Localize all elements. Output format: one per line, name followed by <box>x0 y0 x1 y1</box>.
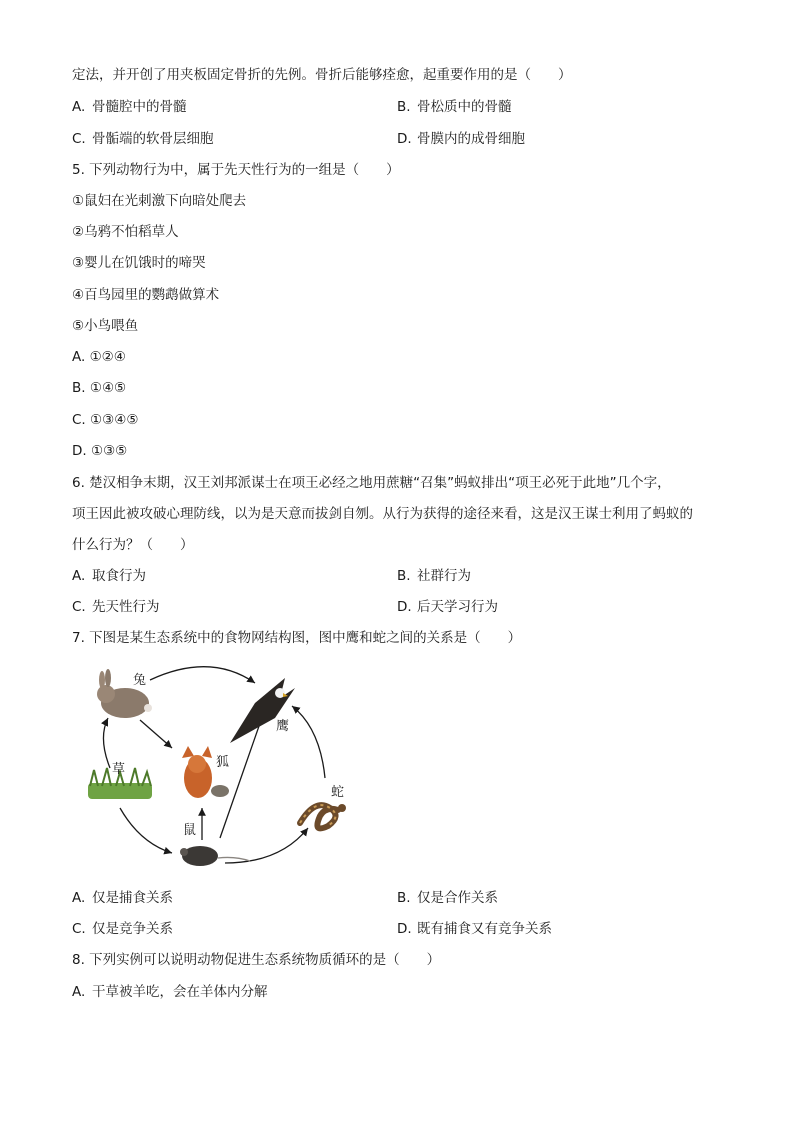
food-web-diagram <box>80 658 380 878</box>
arrow-snake-to-eagle <box>292 706 325 778</box>
q4-option-a: A. 骨髓腔中的骨髓 <box>72 99 187 115</box>
q5-item-3: ③婴儿在饥饿时的啼哭 <box>72 255 206 271</box>
q4-option-c: C. 骨骺端的软骨层细胞 <box>72 131 214 147</box>
arrow-rabbit-to-fox <box>140 720 172 748</box>
q5-item-5: ⑤小鸟喂鱼 <box>72 318 139 334</box>
label-rabbit: 兔 <box>133 673 147 688</box>
arrow-rabbit-to-eagle <box>150 667 255 683</box>
q4-option-d: D. 骨膜内的成骨细胞 <box>397 131 525 147</box>
q7-option-b: B. 仅是合作关系 <box>397 890 498 906</box>
label-fox: 狐 <box>216 755 230 770</box>
q6-option-b: B. 社群行为 <box>397 568 471 584</box>
q5-stem: 5. 下列动物行为中，属于先天性行为的一组是（ ） <box>72 162 400 178</box>
q5-item-2: ②乌鸦不怕稻草人 <box>72 224 179 240</box>
label-mouse: 鼠 <box>183 823 197 838</box>
q7-stem: 7. 下图是某生态系统中的食物网结构图，图中鹰和蛇之间的关系是（ ） <box>72 630 522 646</box>
q6-stem-line-1: 6. 楚汉相争末期，汉王刘邦派谋士在项王必经之地用蔗糖“召集”蚂蚁排出“项王必死于此地”几个字， <box>72 475 671 491</box>
q8-option-a: A. 干草被羊吃，会在羊体内分解 <box>72 984 268 1000</box>
fox-icon <box>182 746 229 798</box>
q5-option-a: A. ①②④ <box>72 349 126 365</box>
q4-option-b: B. 骨松质中的骨髓 <box>397 99 512 115</box>
q8-stem: 8. 下列实例可以说明动物促进生态系统物质循环的是（ ） <box>72 952 441 968</box>
label-snake: 蛇 <box>331 785 345 800</box>
q5-item-4: ④百鸟园里的鹦鹉做算术 <box>72 287 220 303</box>
q6-stem-line-2: 项王因此被攻破心理防线，以为是天意而拔剑自刎。从行为获得的途径来看，这是汉王谋士利用了蚂蚁的 <box>72 506 693 522</box>
arrow-grass-to-rabbit <box>103 718 110 768</box>
q7-option-d: D. 既有捕食又有竞争关系 <box>397 921 552 937</box>
q6-stem-line-3: 什么行为？（ ） <box>72 537 194 553</box>
q7-option-a: A. 仅是捕食关系 <box>72 890 173 906</box>
q5-option-b: B. ①④⑤ <box>72 380 127 396</box>
q5-option-d: D. ①③⑤ <box>72 443 128 459</box>
label-grass: 草 <box>112 762 126 777</box>
q5-item-1: ①鼠妇在光刺激下向暗处爬去 <box>72 193 247 209</box>
q5-option-c: C. ①③④⑤ <box>72 412 139 428</box>
q6-option-a: A. 取食行为 <box>72 568 146 584</box>
arrow-grass-to-mouse <box>120 808 172 853</box>
snake-icon <box>300 804 346 828</box>
q6-option-d: D. 后天学习行为 <box>397 599 498 615</box>
label-eagle: 鹰 <box>276 719 290 734</box>
q6-option-c: C. 先天性行为 <box>72 599 160 615</box>
q4-stem-tail: 定法，并开创了用夹板固定骨折的先例。骨折后能够痊愈，起重要作用的是（ ） <box>72 67 572 83</box>
q7-option-c: C. 仅是竞争关系 <box>72 921 173 937</box>
